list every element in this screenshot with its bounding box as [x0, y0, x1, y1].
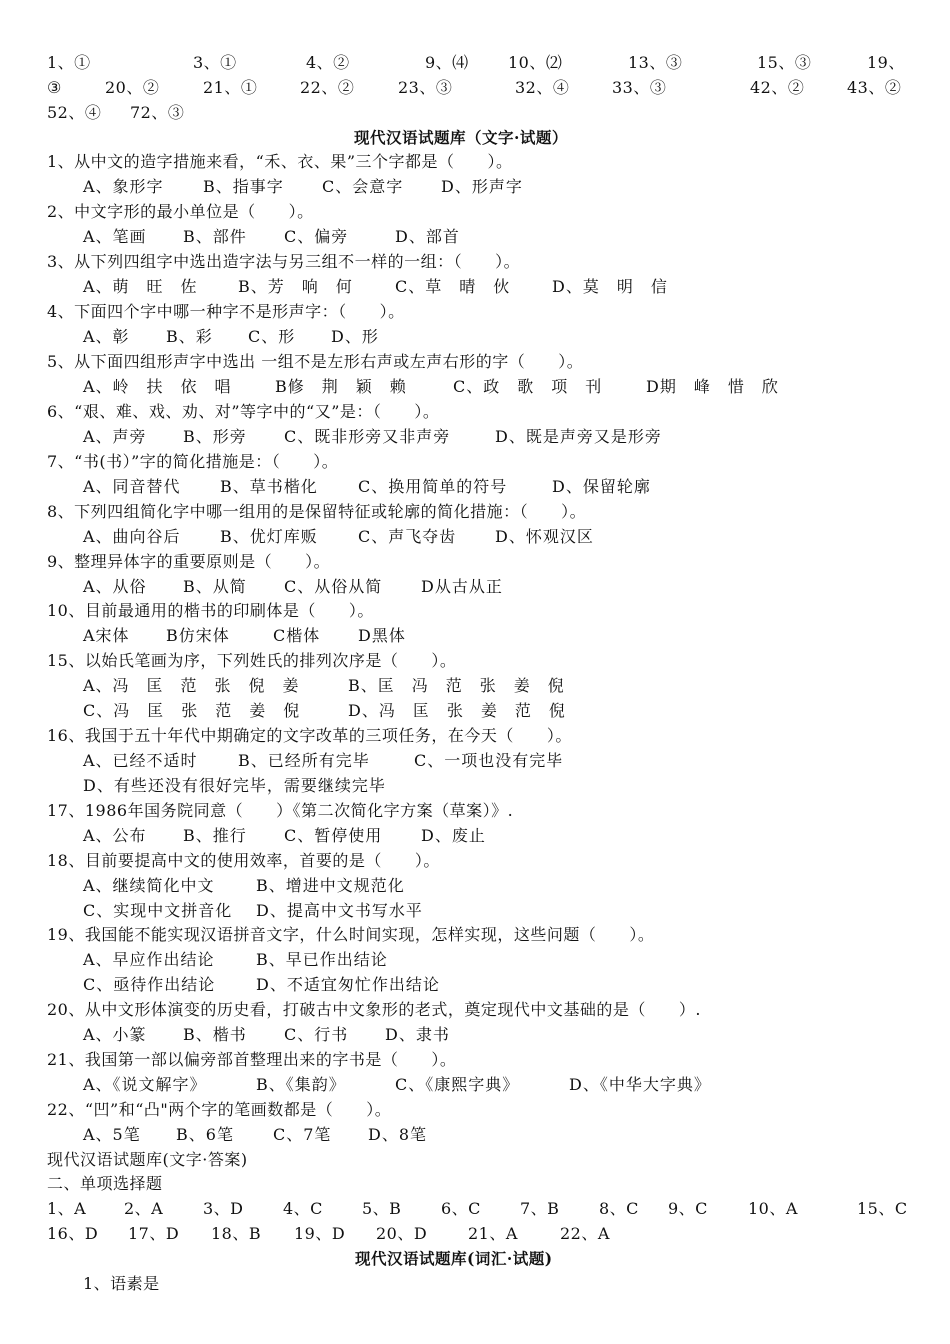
option: D、不适宜匆忙作出结论: [256, 975, 440, 994]
option: C、实现中文拼音化: [83, 901, 233, 920]
question-text: 17、1986年国务院同意（ ）《第二次简化字方案（草案）》.: [47, 801, 514, 820]
question-options: [0, 374, 950, 399]
option: C、草 晴 伙: [395, 277, 511, 296]
option: A、公布: [83, 826, 147, 845]
option: B、从简: [183, 577, 247, 596]
question-text: 3、从下列四组字中选出造字法与另三组不一样的一组：（ ）。: [47, 252, 521, 271]
answer-item: 1、A: [47, 1199, 87, 1218]
question-text: 16、我国于五十年代中期确定的文字改革的三项任务，在今天（ ）。: [47, 726, 572, 745]
question-text: 1、语素是: [83, 1274, 160, 1293]
option: A、笔画: [83, 227, 147, 246]
option: B、草书楷化: [220, 477, 318, 496]
section-title-text: 现代汉语试题库（文字·试题）: [354, 128, 568, 147]
option: A、已经不适时: [83, 751, 198, 770]
question-stem: [0, 349, 950, 374]
question-stem: [0, 1097, 950, 1122]
option: C、既非形旁又非声旁: [284, 427, 451, 446]
answer-row-top-1: [0, 50, 950, 75]
option: D、废止: [421, 826, 486, 845]
question-options: [0, 324, 950, 349]
question-stem: [0, 997, 950, 1022]
question-options: [0, 773, 950, 798]
question-options: [0, 698, 950, 723]
option: B修 荆 颖 赖: [275, 377, 407, 396]
answer-item: 9、C: [668, 1199, 708, 1218]
answer-item: 10、⑵: [508, 53, 563, 72]
answer-item: 13、③: [628, 53, 683, 72]
option: B、指事字: [203, 177, 284, 196]
question-options: [0, 673, 950, 698]
option: C、会意字: [322, 177, 404, 196]
question-stem: [0, 199, 950, 224]
answer-item: 32、④: [515, 78, 570, 97]
question-stem: [0, 1271, 950, 1296]
option: B、推行: [183, 826, 247, 845]
option: B仿宋体: [166, 626, 230, 645]
question-options: [0, 574, 950, 599]
option: B、已经所有完毕: [238, 751, 370, 770]
question-stem: [0, 1047, 950, 1072]
answer-item: ③: [47, 78, 62, 97]
answer-row-bottom-2: [0, 1221, 950, 1246]
question-options: [0, 873, 950, 898]
option: A、早应作出结论: [83, 950, 215, 969]
question-stem: [0, 399, 950, 424]
question-text: 5、从下面四组形声字中选出 一组不是左形右声或左声右形的字（ ）。: [47, 352, 584, 371]
question-stem: [0, 549, 950, 574]
question-stem: [0, 723, 950, 748]
question-stem: [0, 648, 950, 673]
answer-item: 21、A: [468, 1224, 518, 1243]
question-stem: [0, 499, 950, 524]
option: C、政 歌 项 刊: [453, 377, 603, 396]
question-text: 8、下列四组简化字中哪一组用的是保留特征或轮廓的简化措施：（ ）。: [47, 502, 587, 521]
option: D、隶书: [385, 1025, 450, 1044]
option: A、《说文解字》: [83, 1075, 207, 1094]
question-options: [0, 424, 950, 449]
question-options: [0, 972, 950, 997]
question-stem: [0, 598, 950, 623]
question-text: 2、中文字形的最小单位是（ ）。: [47, 202, 314, 221]
option: C、《康熙字典》: [395, 1075, 520, 1094]
option: C、暂停使用: [284, 826, 383, 845]
question-text: 6、“艰、难、戏、劝、对”等字中的“又”是：（ ）。: [47, 402, 440, 421]
answer-item: 43、②: [847, 78, 902, 97]
question-text: 18、目前要提高中文的使用效率，首要的是（ ）。: [47, 851, 440, 870]
option: A、继续简化中文: [83, 876, 215, 895]
option: B、部件: [183, 227, 247, 246]
section-title-cihui: [0, 1246, 950, 1271]
question-options: [0, 1072, 950, 1097]
option: B、楷书: [183, 1025, 247, 1044]
answer-item: 2、A: [124, 1199, 164, 1218]
answer-item: 20、②: [105, 78, 160, 97]
question-text: 4、下面四个字中哪一种字不是形声字：（ ）。: [47, 302, 405, 321]
option: C、偏旁: [284, 227, 349, 246]
option: C、7笔: [273, 1125, 332, 1144]
answer-item: 17、D: [128, 1224, 180, 1243]
option: D从古从正: [421, 577, 503, 596]
option: C楷体: [273, 626, 321, 645]
option: D、形: [331, 327, 379, 346]
option: C、行书: [284, 1025, 349, 1044]
option: D、莫 明 信: [552, 277, 668, 296]
answer-item: 20、D: [376, 1224, 428, 1243]
answer-item: 4、C: [283, 1199, 323, 1218]
answer-item: 3、①: [193, 53, 237, 72]
option: A、5笔: [83, 1125, 141, 1144]
question-options: [0, 474, 950, 499]
question-options: [0, 748, 950, 773]
answer-item: 22、A: [560, 1224, 610, 1243]
answer-item: 23、③: [398, 78, 453, 97]
option: C、从俗从简: [284, 577, 383, 596]
answers-heading-text: 现代汉语试题库(文字·答案): [47, 1150, 248, 1169]
answer-item: 15、C: [857, 1199, 908, 1218]
option: D、提高中文书写水平: [256, 901, 423, 920]
option: A、岭 扶 依 唱: [83, 377, 232, 396]
question-stem: [0, 848, 950, 873]
question-text: 9、整理异体字的重要原则是（ ）。: [47, 552, 331, 571]
answer-item: 33、③: [612, 78, 667, 97]
answer-item: 19、D: [294, 1224, 346, 1243]
question-options: [0, 524, 950, 549]
option: D、冯 匡 张 姜 范 倪: [348, 701, 566, 720]
option: C、声飞夺齿: [358, 527, 457, 546]
answers-subheading: [0, 1171, 950, 1196]
answer-item: 6、C: [441, 1199, 481, 1218]
answer-item: 8、C: [599, 1199, 639, 1218]
answer-item: 9、⑷: [425, 53, 469, 72]
question-options: [0, 898, 950, 923]
answer-item: 15、③: [757, 53, 812, 72]
option: D、《中华大字典》: [569, 1075, 711, 1094]
question-options: [0, 947, 950, 972]
option: B、匡 冯 范 张 姜 倪: [348, 676, 565, 695]
answers-subheading-text: 二、单项选择题: [47, 1174, 163, 1193]
question-text: 19、我国能不能实现汉语拼音文字，什么时间实现，怎样实现，这些问题（ ）。: [47, 925, 655, 944]
answer-item: 5、B: [362, 1199, 402, 1218]
question-options: [0, 274, 950, 299]
answer-item: 19、: [867, 53, 905, 72]
option: B、形旁: [183, 427, 247, 446]
answer-item: 42、②: [750, 78, 805, 97]
option: C、一项也没有完毕: [414, 751, 564, 770]
option: B、增进中文规范化: [256, 876, 405, 895]
question-text: 20、从中文形体演变的历史看，打破古中文象形的老式，奠定现代中文基础的是（ ）.: [47, 1000, 701, 1019]
option: A、曲向谷后: [83, 527, 181, 546]
question-options: [0, 823, 950, 848]
option: A宋体: [83, 626, 130, 645]
option: B、芳 响 何: [238, 277, 353, 296]
answer-item: 3、D: [203, 1199, 244, 1218]
option: A、小篆: [83, 1025, 147, 1044]
option: D、有些还没有很好完毕，需要继续完毕: [83, 776, 386, 795]
question-stem: [0, 449, 950, 474]
answer-item: 52、④: [47, 103, 102, 122]
answer-row-bottom-1: [0, 1196, 950, 1221]
section-title-text: 现代汉语试题库(词汇·试题): [355, 1249, 553, 1268]
answer-item: 16、D: [47, 1224, 99, 1243]
answer-item: 22、②: [300, 78, 355, 97]
option: B、早已作出结论: [256, 950, 388, 969]
answer-item: 72、③: [130, 103, 185, 122]
question-stem: [0, 922, 950, 947]
option: B、彩: [166, 327, 213, 346]
question-text: 15、以始氏笔画为序，下列姓氏的排列次序是（ ）。: [47, 651, 457, 670]
option: A、萌 旺 佐: [83, 277, 198, 296]
answer-item: 21、①: [203, 78, 258, 97]
option: D、部首: [395, 227, 460, 246]
answer-row-top-3: [0, 100, 950, 125]
option: D黑体: [358, 626, 406, 645]
answer-row-top-2: [0, 75, 950, 100]
answer-item: 10、A: [748, 1199, 798, 1218]
option: D、8笔: [368, 1125, 428, 1144]
question-options: [0, 623, 950, 648]
option: A、声旁: [83, 427, 147, 446]
question-text: 1、从中文的造字措施来看，“禾、衣、果”三个字都是（ ）。: [47, 152, 513, 171]
option: D、怀观汉区: [495, 527, 594, 546]
answer-item: 18、B: [211, 1224, 262, 1243]
question-options: [0, 1122, 950, 1147]
question-text: 22、“凹”和“凸"两个字的笔画数都是（ ）。: [47, 1100, 392, 1119]
option: C、形: [248, 327, 296, 346]
section-title-wenzi: [0, 125, 950, 150]
question-stem: [0, 249, 950, 274]
question-text: 7、“书(书）”字的简化措施是：（ ）。: [47, 452, 339, 471]
answer-item: 1、①: [47, 53, 91, 72]
option: A、同音替代: [83, 477, 181, 496]
option: C、亟待作出结论: [83, 975, 216, 994]
question-options: [0, 174, 950, 199]
option: A、彰: [83, 327, 130, 346]
option: D、形声字: [441, 177, 523, 196]
answer-item: 7、B: [520, 1199, 560, 1218]
option: B、6笔: [176, 1125, 234, 1144]
answers-heading: [0, 1147, 950, 1172]
question-text: 21、我国第一部以偏旁部首整理出来的字书是（ ）。: [47, 1050, 457, 1069]
option: A、象形字: [83, 177, 164, 196]
option: C、换用简单的符号: [358, 477, 508, 496]
question-stem: [0, 798, 950, 823]
question-stem: [0, 149, 950, 174]
option: A、从俗: [83, 577, 147, 596]
option: B、优灯库贩: [220, 527, 318, 546]
question-stem: [0, 299, 950, 324]
option: A、冯 匡 范 张 倪 姜: [83, 676, 300, 695]
answer-item: 4、②: [306, 53, 350, 72]
question-options: [0, 1022, 950, 1047]
option: D期 峰 惜 欣: [646, 377, 779, 396]
option: C、冯 匡 张 范 姜 倪: [83, 701, 301, 720]
option: B、《集韵》: [256, 1075, 346, 1094]
option: D、既是声旁又是形旁: [495, 427, 662, 446]
question-options: [0, 224, 950, 249]
question-text: 10、目前最通用的楷书的印刷体是（ ）。: [47, 601, 374, 620]
option: D、保留轮廓: [552, 477, 651, 496]
